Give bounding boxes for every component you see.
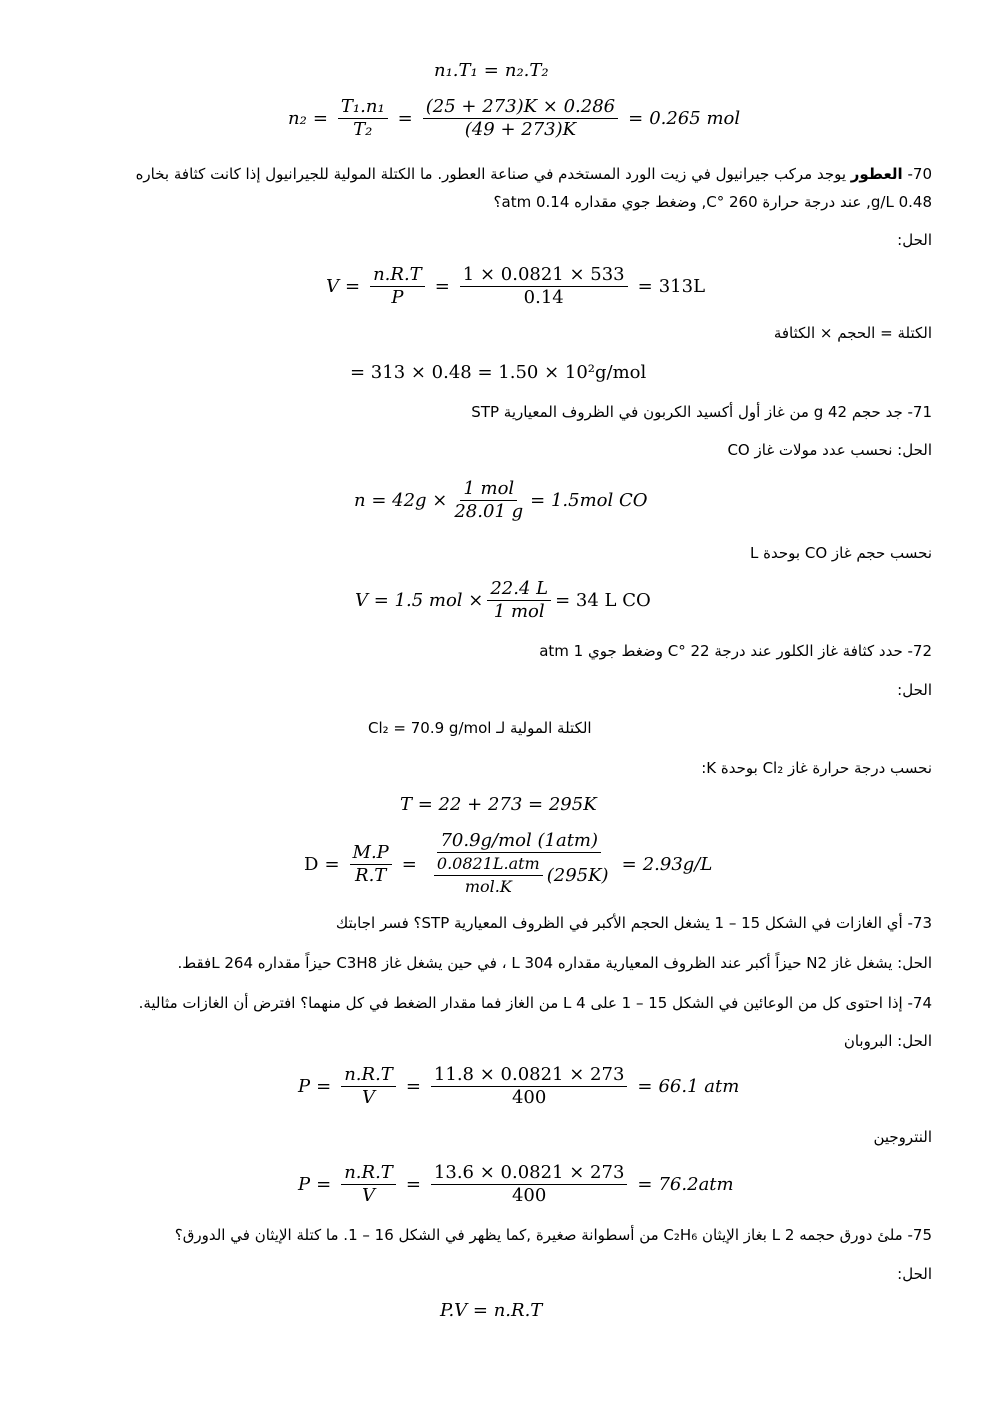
- eq-result: 313L: [658, 276, 706, 297]
- fraction: [370, 264, 425, 309]
- equation-density: D = $\frac{M.P}{R.T}$ = 70.9g/mol (1atm) $\frac{\text{0.0821L.atm}}{\text{mol.K}}$ (295K) = 2.93g/L: [304, 830, 713, 896]
- equation-n1t1: n₁.T₁ = n₂.T₂: [434, 60, 549, 81]
- eq-lhs: n = 42g ×: [354, 490, 448, 511]
- question-70-line2: 0.48 g/L, عند درجة حرارة 260 °C, وضغط جوي مقداره 0.14 atm؟: [493, 193, 932, 211]
- fraction: [487, 578, 551, 623]
- denominator: R.T: [355, 864, 387, 886]
- denominator: V: [362, 1087, 376, 1108]
- denominator: [427, 853, 612, 898]
- numerator: n.R.T: [341, 1162, 396, 1185]
- numerator: n.R.T: [370, 264, 425, 287]
- equation-temperature: T = 22 + 273 = 295K: [400, 794, 597, 815]
- question-number: 70-: [907, 165, 932, 183]
- fraction: [431, 1064, 627, 1109]
- eq-result: 66.1 atm: [658, 1076, 740, 1097]
- eq-result: 2.93g/L: [642, 853, 713, 875]
- inner-fraction: [434, 853, 543, 898]
- numerator: 1 mol: [460, 478, 517, 501]
- eq-lhs: V: [326, 276, 339, 297]
- eq-result: 0.265 mol: [649, 108, 741, 129]
- nitrogen-label: النتروجين: [873, 1128, 932, 1146]
- eq-result: = 34 L CO: [555, 590, 651, 611]
- denominator: (49 + 273)K: [464, 119, 577, 140]
- eq-lhs: n₂: [288, 108, 307, 129]
- numerator: 70.9g/mol (1atm): [437, 830, 601, 853]
- eq-lhs: P: [298, 1076, 311, 1097]
- solution-75: الحل:: [897, 1265, 932, 1283]
- denominator: 0.14: [523, 287, 564, 308]
- fraction: [338, 96, 388, 141]
- molar-mass-line: الكتلة المولية لـ Cl₂ = 70.9 g/mol: [368, 719, 592, 737]
- numerator: (25 + 273)K × 0.286: [423, 96, 618, 119]
- denominator: P: [391, 287, 404, 308]
- numerator: 22.4 L: [487, 578, 551, 601]
- equation-mass: = 313 × 0.48 = 1.50 × 10²g/mol: [350, 362, 647, 383]
- fraction: [350, 842, 392, 887]
- question-75: 75- ملئ دورق حجمه 2 L بغاز الإيثان C₂H₆ من أسطوانة صغيرة ,كما يظهر في الشكل 16 – 1. ما كتلة الإيثان في الدورق؟: [174, 1226, 932, 1244]
- equation-pressure-propane: P = $\frac{n.R.T}{V}$ = $\frac{11.8 \times 0.0821 \times 273}{400}$ = 66.1 atm: [298, 1064, 740, 1108]
- numerator: M.P: [350, 842, 392, 865]
- solution-74: الحل: البروبان: [843, 1032, 932, 1050]
- solution-label: الحل:: [897, 231, 932, 249]
- fraction: [451, 478, 526, 523]
- question-keyword: العطور: [850, 165, 903, 183]
- equation-volume-co: [355, 578, 651, 623]
- fraction: [460, 264, 628, 309]
- eq-lhs: V = 1.5 mol ×: [355, 590, 484, 611]
- denominator: 400: [511, 1185, 547, 1206]
- equation-n2: n₂ = $\frac{\text{T₁.n₁}}{\text{T₂}}$ = $\frac{(25 + 273)K \times 0.286}{(49 + 273)K}$ = 0.265 mol: [288, 96, 741, 140]
- denominator: 28.01 g: [454, 501, 524, 522]
- question-text: يوجد مركب جيرانيول في زيت الورد المستخدم في صناعة العطور. ما الكتلة المولية للجيرانيول إذا كانت كثافة بخاره: [135, 165, 847, 183]
- eq-result: = 1.5mol CO: [530, 490, 648, 511]
- equation-ideal-gas: P.V = n.R.T: [440, 1300, 543, 1321]
- fraction: [423, 96, 618, 141]
- eq-rhs: n₂.T₂: [504, 60, 549, 81]
- denominator: 400: [511, 1087, 547, 1108]
- fraction: [427, 830, 612, 898]
- volume-label: نحسب حجم غاز CO بوحدة L: [750, 544, 932, 562]
- denominator-tail: (295K): [546, 864, 609, 886]
- mass-label: الكتلة = الحجم × الكثافة: [773, 324, 932, 342]
- equation-volume: V = $\frac{n.R.T}{P}$ = $\frac{1 \times 0.0821 \times 533}{0.14}$ = 313L: [326, 264, 706, 308]
- question-70-line1: [136, 164, 932, 184]
- denominator: mol.K: [464, 877, 512, 896]
- solution-73: الحل: يشغل غاز N2 حيزاً أكبر عند الظروف المعيارية مقداره 304 L ، في حين يشغل غاز C3H8 حيزاً مقداره 264 Lفقط.: [177, 954, 932, 972]
- denominator: 1 mol: [493, 601, 545, 622]
- fraction: [341, 1162, 396, 1207]
- fraction: [431, 1162, 627, 1207]
- eq-lhs: n₁.T₁: [434, 60, 478, 81]
- denominator: T₂: [353, 119, 373, 140]
- equation-moles: [354, 478, 647, 523]
- question-71: 71- جد حجم 42 g من غاز أول أكسيد الكربون في الظروف المعيارية STP: [471, 403, 932, 421]
- eq-result: 76.2atm: [658, 1174, 734, 1195]
- numerator: 0.0821L.atm: [434, 853, 543, 876]
- numerator: n.R.T: [341, 1064, 396, 1087]
- solution-72: الحل:: [897, 681, 932, 699]
- numerator: T₁.n₁: [338, 96, 388, 119]
- equation-pressure-nitrogen: P = $\frac{n.R.T}{V}$ = $\frac{13.6 \times 0.0821 \times 273}{400}$ = 76.2atm: [298, 1162, 734, 1206]
- numerator: 1 × 0.0821 × 533: [460, 264, 628, 287]
- temp-label: نحسب درجة حرارة غاز Cl₂ بوحدة K:: [701, 759, 932, 777]
- solution-71: الحل: نحسب عدد مولات غاز CO: [727, 441, 932, 459]
- eq-lhs: P: [298, 1174, 311, 1195]
- fraction: [341, 1064, 396, 1109]
- question-74: 74- إذا احتوى كل من الوعائين في الشكل 15 – 1 على 4 L من الغاز فما مقدار الضغط في كل منهما؟ افترض أن الغازات مثالية.: [138, 994, 932, 1012]
- eq-lhs: D: [304, 853, 319, 875]
- question-73: 73- أي الغازات في الشكل 15 – 1 يشغل الحجم الأكبر في الظروف المعيارية STP؟ فسر اجابتك: [335, 914, 932, 932]
- numerator: 11.8 × 0.0821 × 273: [431, 1064, 627, 1087]
- question-72: 72- حدد كثافة غاز الكلور عند درجة 22 °C وضغط جوي 1 atm: [539, 642, 932, 660]
- denominator: V: [362, 1185, 376, 1206]
- numerator: 13.6 × 0.0821 × 273: [431, 1162, 627, 1185]
